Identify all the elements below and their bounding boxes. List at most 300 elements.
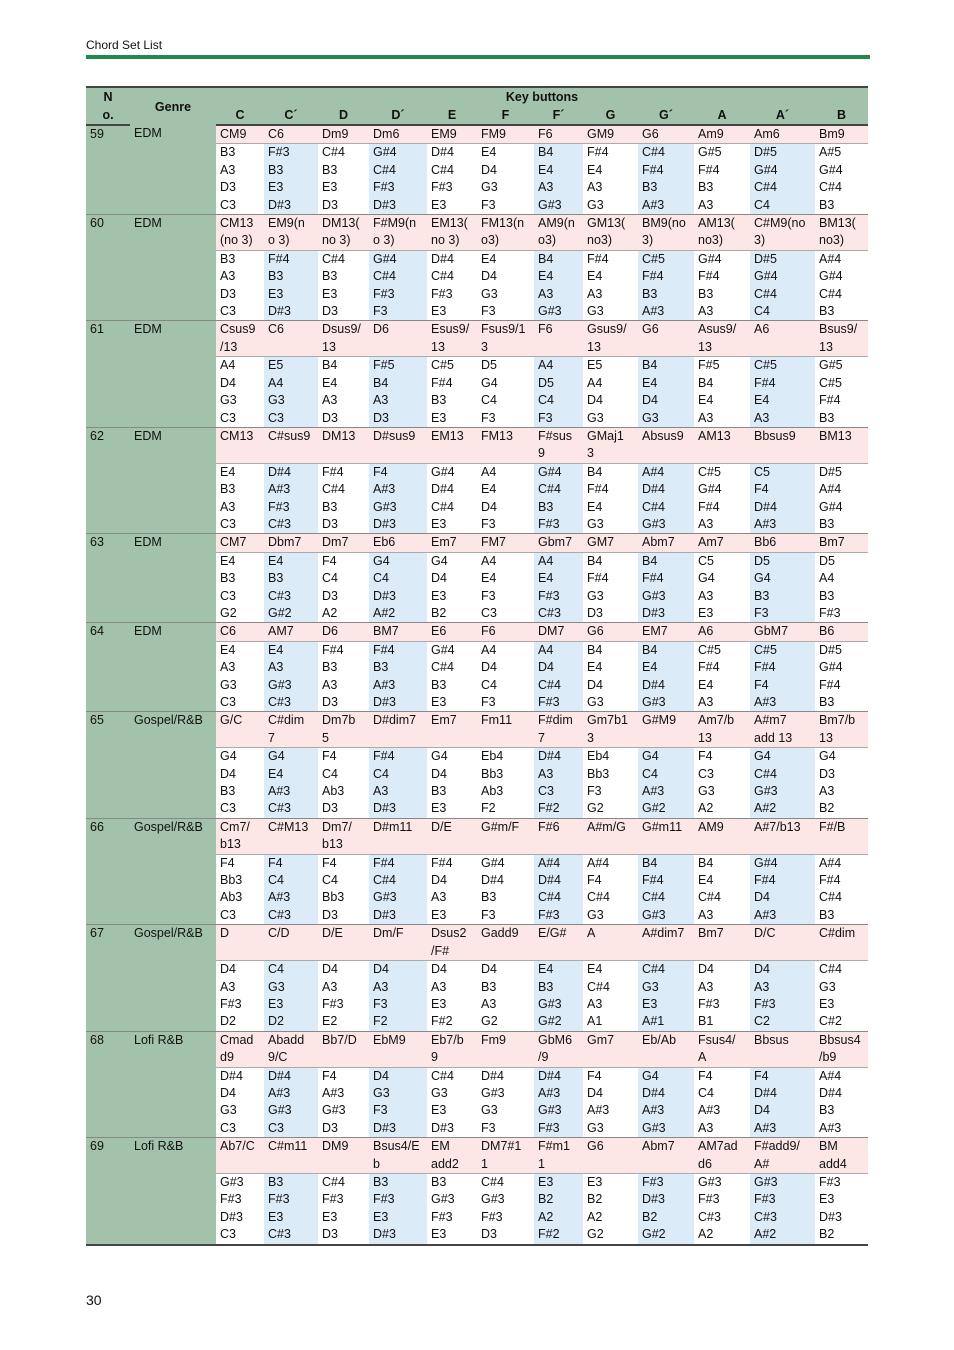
- key-header: G: [583, 106, 638, 125]
- chord-notes-cell: E5 A4 D4 G3: [583, 357, 638, 428]
- chord-notes-cell: F#4 E4 A3 G3: [583, 250, 638, 321]
- genre-cell: Gospel/R&B: [130, 818, 216, 924]
- chord-notes-cell: B3 A3 D3 C3: [216, 144, 264, 215]
- chord-notes-cell: A#4 F#4 C#4 B3: [815, 854, 868, 925]
- chord-name-cell: A#m7 add 13: [750, 712, 815, 748]
- chord-name-cell: BM13( no3): [815, 215, 868, 251]
- chord-name-cell: DM7: [534, 623, 583, 641]
- chord-notes-cell: G4 E4 A#3 C#3: [264, 748, 318, 819]
- chord-notes-cell: F#4 B3 E3 D#3: [264, 250, 318, 321]
- chord-name-cell: Fm11: [477, 712, 534, 748]
- chord-name-cell: CM13 (no 3): [216, 215, 264, 251]
- set-number: 61: [86, 321, 130, 427]
- chord-notes-cell: E4 C#4 A3 A1: [583, 961, 638, 1032]
- chord-notes-cell: F4 C4 Bb3 D3: [318, 854, 369, 925]
- chord-name-cell: BM add4: [815, 1138, 868, 1174]
- chord-name-cell: C#M13: [264, 818, 318, 854]
- chord-notes-cell: B3 G#3 F#3 E3: [427, 1173, 477, 1244]
- chord-name-cell: C#M9(no 3): [750, 215, 815, 251]
- chord-name-cell: Gbm7: [534, 534, 583, 552]
- chord-name-cell: Em7: [427, 534, 477, 552]
- chord-name-cell: D/E: [427, 818, 477, 854]
- key-header: A´: [750, 106, 815, 125]
- chord-name-cell: DM7#1 1: [477, 1138, 534, 1174]
- chord-notes-cell: C5 G4 A3 E3: [694, 552, 750, 623]
- chord-name-cell: EM7: [638, 623, 694, 641]
- chord-name-cell: Am9: [694, 125, 750, 144]
- chord-notes-cell: E3 B2 A2 G2: [583, 1173, 638, 1244]
- chord-name-cell: BM13: [815, 427, 868, 463]
- chord-notes-cell: D5 A4 B3 F#3: [815, 552, 868, 623]
- chord-notes-cell: E5 A4 G3 C3: [264, 357, 318, 428]
- chord-name-row: [86, 534, 868, 552]
- genre-cell: EDM: [130, 125, 216, 215]
- chord-name-cell: Bm7/b 13: [815, 712, 868, 748]
- no-header-top: N: [86, 87, 130, 106]
- key-header: F: [477, 106, 534, 125]
- chord-name-cell: F#6: [534, 818, 583, 854]
- chord-notes-cell: C#5 G#4 F#4 A3: [694, 463, 750, 534]
- chord-notes-cell: B4 E4 A3 D3: [318, 357, 369, 428]
- chord-set-table: [86, 86, 868, 1246]
- chord-notes-cell: D4 B3 A3 G2: [477, 961, 534, 1032]
- key-header: D: [318, 106, 369, 125]
- chord-name-cell: Dm7/ b13: [318, 818, 369, 854]
- chord-notes-cell: D4 A3 F#3 C2: [750, 961, 815, 1032]
- chord-notes-cell: G#5 F#4 B3 A3: [694, 144, 750, 215]
- chord-notes-cell: F#4 D4 A3 E3: [427, 854, 477, 925]
- set-number: 60: [86, 215, 130, 321]
- chord-name-cell: C6: [264, 125, 318, 144]
- chord-notes-cell: F#4 E4 A3 G3: [583, 144, 638, 215]
- chord-name-cell: Dsus9/ 13: [318, 321, 369, 357]
- chord-notes-cell: C#5 F#4 F4 A#3: [750, 641, 815, 712]
- chord-name-cell: G#m/F: [477, 818, 534, 854]
- chord-notes-cell: G#4 C#4 B3 F#3: [534, 463, 583, 534]
- chord-name-cell: Abm7: [638, 1138, 694, 1174]
- genre-cell: Lofi R&B: [130, 1138, 216, 1245]
- genre-header: Genre: [130, 87, 216, 125]
- chord-name-row: [86, 125, 868, 144]
- chord-name-cell: Am6: [750, 125, 815, 144]
- chord-name-cell: Eb/Ab: [638, 1031, 694, 1067]
- chord-notes-cell: C#5 F#4 B3 A#3: [638, 250, 694, 321]
- chord-name-cell: Esus9/ 13: [427, 321, 477, 357]
- chord-name-cell: A6: [750, 321, 815, 357]
- chord-notes-cell: C4 G3 E3 D2: [264, 961, 318, 1032]
- chord-notes-cell: F#3 B3 E3 D#3: [264, 144, 318, 215]
- key-header: D´: [369, 106, 427, 125]
- chord-notes-cell: Eb4 Bb3 F3 G2: [583, 748, 638, 819]
- chord-notes-cell: F#3 D#3 B2 G#2: [638, 1173, 694, 1244]
- chord-name-cell: Bm7: [815, 534, 868, 552]
- chord-notes-cell: B4 F#4 G3 D3: [583, 552, 638, 623]
- chord-name-cell: Bm7: [694, 925, 750, 961]
- chord-name-cell: AM7: [264, 623, 318, 641]
- chord-name-cell: C6: [216, 623, 264, 641]
- chord-name-cell: Eb6: [369, 534, 427, 552]
- genre-cell: Lofi R&B: [130, 1031, 216, 1137]
- chord-notes-cell: A4 D4 C#4 F#3: [534, 641, 583, 712]
- chord-name-cell: Gm7b1 3: [583, 712, 638, 748]
- genre-cell: EDM: [130, 427, 216, 533]
- chord-name-cell: G6: [638, 125, 694, 144]
- chord-name-cell: F#add9/ A#: [750, 1138, 815, 1174]
- genre-cell: EDM: [130, 623, 216, 712]
- chord-name-cell: GM13( no3): [583, 215, 638, 251]
- chord-notes-cell: A#5 G#4 C#4 B3: [815, 144, 868, 215]
- chord-notes-cell: E4 B3 C3 G2: [216, 552, 264, 623]
- chord-name-cell: DM13( no 3): [318, 215, 369, 251]
- chord-notes-cell: G#4 D#4 C#4 E3: [427, 463, 477, 534]
- chord-name-cell: Dm9: [318, 125, 369, 144]
- set-number: 66: [86, 818, 130, 924]
- chord-name-cell: D/C: [750, 925, 815, 961]
- set-number: 64: [86, 623, 130, 712]
- chord-name-cell: FM9: [477, 125, 534, 144]
- chord-name-cell: F#/B: [815, 818, 868, 854]
- chord-name-cell: Abadd 9/C: [264, 1031, 318, 1067]
- chord-name-cell: C6: [264, 321, 318, 357]
- set-number: 68: [86, 1031, 130, 1137]
- chord-notes-cell: G#3 F#3 D#3 C3: [216, 1173, 264, 1244]
- chord-name-cell: D6: [369, 321, 427, 357]
- chord-notes-cell: G4 D4 E3 B2: [427, 552, 477, 623]
- chord-name-cell: Fsus4/ A: [694, 1031, 750, 1067]
- chord-name-cell: GM7: [583, 534, 638, 552]
- chord-name-cell: Bbsus: [750, 1031, 815, 1067]
- chord-notes-cell: E4 B3 A3 C3: [216, 463, 264, 534]
- chord-notes-cell: F4 C4 Ab3 D3: [318, 748, 369, 819]
- chord-notes-cell: C#4 F#3 E3 D3: [318, 1173, 369, 1244]
- chord-name-cell: C#m11: [264, 1138, 318, 1174]
- chord-notes-cell: A#4 D#4 C#4 G#3: [638, 463, 694, 534]
- chord-notes-cell: D#4 A#3 G#3 C3: [264, 1067, 318, 1138]
- set-number: 65: [86, 712, 130, 818]
- chord-name-cell: Dm7: [318, 534, 369, 552]
- chord-name-row: [86, 427, 868, 463]
- chord-notes-cell: E4 A3 G3 C3: [216, 641, 264, 712]
- chord-name-cell: GMaj1 3: [583, 427, 638, 463]
- chord-notes-cell: B3 A3 D3 C3: [216, 250, 264, 321]
- set-number: 59: [86, 125, 130, 215]
- chord-name-cell: Am7/b 13: [694, 712, 750, 748]
- chord-name-cell: C#dim 7: [264, 712, 318, 748]
- chord-notes-cell: F4 D4 A#3 G3: [583, 1067, 638, 1138]
- chord-notes-cell: F#3 E3 D#3 B2: [815, 1173, 868, 1244]
- set-number: 67: [86, 925, 130, 1031]
- chord-name-cell: Ab7/C: [216, 1138, 264, 1174]
- chord-name-cell: F6: [534, 321, 583, 357]
- key-header: B: [815, 106, 868, 125]
- chord-name-cell: EM9(n o 3): [264, 215, 318, 251]
- chord-name-cell: Abm7: [638, 534, 694, 552]
- chord-notes-cell: D#5 G#4 F#4 B3: [815, 641, 868, 712]
- chord-name-cell: BM7: [369, 623, 427, 641]
- page-number: 30: [86, 1292, 102, 1308]
- genre-cell: EDM: [130, 534, 216, 623]
- chord-notes-cell: G#4 D#4 B3 F3: [477, 854, 534, 925]
- chord-notes-cell: B4 E4 D4 G3: [583, 641, 638, 712]
- chord-name-cell: CM9: [216, 125, 264, 144]
- chord-name-row: [86, 1031, 868, 1067]
- chord-notes-cell: B3 F#3 E3 D#3: [369, 1173, 427, 1244]
- chord-notes-cell: D5 G4 B3 F3: [750, 552, 815, 623]
- chord-name-cell: FM7: [477, 534, 534, 552]
- chord-notes-cell: F#5 B4 A3 D3: [369, 357, 427, 428]
- chord-notes-cell: G4 C#4 G#3 A#2: [750, 748, 815, 819]
- chord-name-cell: F6: [534, 125, 583, 144]
- chord-name-cell: Dm6: [369, 125, 427, 144]
- chord-name-cell: EM13: [427, 427, 477, 463]
- chord-notes-cell: E4 B3 C#3 G#2: [264, 552, 318, 623]
- chord-notes-cell: B4 E4 D4 G3: [638, 357, 694, 428]
- chord-notes-cell: F4 C4 D3 A2: [318, 552, 369, 623]
- chord-name-row: [86, 321, 868, 357]
- chord-notes-cell: F#4 C4 A3 D#3: [369, 748, 427, 819]
- chord-notes-cell: E4 B3 G#3 G#2: [534, 961, 583, 1032]
- chord-name-cell: AM9(n o3): [534, 215, 583, 251]
- chord-notes-cell: G#4 C#4 F#3 D#3: [369, 144, 427, 215]
- chord-name-cell: AM7ad d6: [694, 1138, 750, 1174]
- chord-name-cell: CM7: [216, 534, 264, 552]
- chord-name-cell: DM13: [318, 427, 369, 463]
- chord-notes-cell: G#3 F#3 C#3 A2: [694, 1173, 750, 1244]
- chord-name-cell: F#m1 1: [534, 1138, 583, 1174]
- key-header: C´: [264, 106, 318, 125]
- chord-name-cell: Dm7b 5: [318, 712, 369, 748]
- chord-name-cell: EM13( no 3): [427, 215, 477, 251]
- chord-notes-cell: G#4 F#4 B3 A3: [694, 250, 750, 321]
- chord-notes-cell: D5 G4 C4 F3: [477, 357, 534, 428]
- chord-notes-cell: F#4 C#4 B3 D3: [318, 463, 369, 534]
- chord-notes-cell: F4 C3 G3 A2: [694, 748, 750, 819]
- chord-notes-cell: G4 C4 A#3 G#2: [638, 748, 694, 819]
- chord-notes-cell: E4 D4 G3 F3: [477, 250, 534, 321]
- key-header: C: [216, 106, 264, 125]
- chord-name-cell: Fm9: [477, 1031, 534, 1067]
- chord-name-cell: GbM7: [750, 623, 815, 641]
- no-header-bottom: o.: [86, 106, 130, 125]
- chord-name-cell: D: [216, 925, 264, 961]
- chord-name-cell: Csus9 /13: [216, 321, 264, 357]
- chord-notes-cell: C#4 G3 E3 D#3: [427, 1067, 477, 1138]
- chord-name-cell: BM9(no 3): [638, 215, 694, 251]
- chord-name-row: [86, 1138, 868, 1174]
- chord-name-cell: G#m11: [638, 818, 694, 854]
- key-header: A: [694, 106, 750, 125]
- chord-notes-cell: A4 D4 G3 C3: [216, 357, 264, 428]
- chord-notes-cell: A#4 D#4 B3 A#3: [815, 1067, 868, 1138]
- chord-notes-cell: E3 B2 A2 F#2: [534, 1173, 583, 1244]
- chord-name-cell: Gm7: [583, 1031, 638, 1067]
- chord-notes-cell: G#3 F#3 C#3 A#2: [750, 1173, 815, 1244]
- chord-name-cell: Em7: [427, 712, 477, 748]
- chord-notes-cell: A4 E4 F#3 C#3: [534, 552, 583, 623]
- chord-notes-cell: C#4 G3 E3 A#1: [638, 961, 694, 1032]
- chord-name-cell: Dbm7: [264, 534, 318, 552]
- chord-name-cell: C#sus9: [264, 427, 318, 463]
- chord-name-cell: Dsus2 /F#: [427, 925, 477, 961]
- chord-notes-cell: Eb4 Bb3 Ab3 F2: [477, 748, 534, 819]
- chord-name-cell: DM9: [318, 1138, 369, 1174]
- chord-name-cell: Bbsus9: [750, 427, 815, 463]
- chord-name-cell: C/D: [264, 925, 318, 961]
- chord-notes-cell: D#4 A3 C3 F#2: [534, 748, 583, 819]
- chord-notes-cell: D4 A3 E3 F#2: [427, 961, 477, 1032]
- chord-notes-cell: D4 A3 F#3 D2: [216, 961, 264, 1032]
- chord-name-row: [86, 215, 868, 251]
- chord-notes-cell: B4 E4 A3 G#3: [534, 250, 583, 321]
- set-number: 62: [86, 427, 130, 533]
- genre-cell: Gospel/R&B: [130, 712, 216, 818]
- chord-name-cell: Bsus9/ 13: [815, 321, 868, 357]
- chord-notes-cell: B4 F#4 E4 G3: [583, 463, 638, 534]
- chord-notes-cell: E4 D4 G3 F3: [477, 144, 534, 215]
- chord-name-cell: EbM9: [369, 1031, 427, 1067]
- chord-name-cell: D#sus9: [369, 427, 427, 463]
- chord-notes-cell: F4 C4 A#3 C#3: [264, 854, 318, 925]
- chord-notes-cell: D#5 G#4 C#4 C4: [750, 250, 815, 321]
- set-number: 63: [86, 534, 130, 623]
- chord-notes-cell: C#4 B3 E3 D3: [318, 144, 369, 215]
- header-rule: [86, 55, 870, 59]
- chord-name-row: [86, 712, 868, 748]
- chord-notes-cell: F#4 B3 A3 D3: [318, 641, 369, 712]
- chord-name-cell: Fsus9/1 3: [477, 321, 534, 357]
- chord-name-cell: A#m/G: [583, 818, 638, 854]
- chord-name-cell: G#M9: [638, 712, 694, 748]
- key-header: F´: [534, 106, 583, 125]
- chord-notes-cell: A#4 D#4 C#4 F#3: [534, 854, 583, 925]
- set-number: 69: [86, 1138, 130, 1245]
- chord-notes-cell: D#4 C#4 F#3 E3: [427, 250, 477, 321]
- chord-name-cell: D/E: [318, 925, 369, 961]
- chord-notes-cell: D#4 A#3 F#3 C#3: [264, 463, 318, 534]
- chord-name-cell: AM9: [694, 818, 750, 854]
- genre-cell: Gospel/R&B: [130, 925, 216, 1031]
- chord-notes-cell: F4 A#3 G#3 D3: [318, 1067, 369, 1138]
- chord-name-cell: A: [583, 925, 638, 961]
- chord-notes-cell: A4 E4 D4 F3: [477, 463, 534, 534]
- key-header: G´: [638, 106, 694, 125]
- chord-name-cell: Bb6: [750, 534, 815, 552]
- chord-name-row: [86, 623, 868, 641]
- chord-name-cell: Bm9: [815, 125, 868, 144]
- chord-notes-cell: E4 A3 G#3 C#3: [264, 641, 318, 712]
- chord-name-cell: A6: [694, 623, 750, 641]
- chord-name-cell: EM9: [427, 125, 477, 144]
- chord-notes-cell: B4 F#4 C#4 G#3: [638, 854, 694, 925]
- chord-notes-cell: B3 F#3 E3 C#3: [264, 1173, 318, 1244]
- chord-notes-cell: G4 D3 A3 B2: [815, 748, 868, 819]
- chord-notes-cell: B4 E4 D#4 G#3: [638, 641, 694, 712]
- chord-notes-cell: C#5 F#4 E4 A3: [750, 357, 815, 428]
- key-header: E: [427, 106, 477, 125]
- chord-notes-cell: F#4 B3 A#3 D#3: [369, 641, 427, 712]
- chord-notes-cell: G4 C4 D#3 A#2: [369, 552, 427, 623]
- chord-name-cell: Asus9/ 13: [694, 321, 750, 357]
- chord-name-cell: D6: [318, 623, 369, 641]
- chord-name-cell: G/C: [216, 712, 264, 748]
- chord-notes-cell: A#4 G#4 C#4 B3: [815, 250, 868, 321]
- chord-name-cell: D#dim7: [369, 712, 427, 748]
- chord-notes-cell: G4 D4 B3 C3: [216, 748, 264, 819]
- chord-name-cell: C#dim: [815, 925, 868, 961]
- chord-name-cell: GM9: [583, 125, 638, 144]
- chord-name-cell: Gadd9: [477, 925, 534, 961]
- chord-notes-cell: C#4 G#3 F#3 D3: [477, 1173, 534, 1244]
- chord-notes-cell: C#4 F#4 B3 A#3: [638, 144, 694, 215]
- chord-notes-cell: G#4 C#4 B3 E3: [427, 641, 477, 712]
- chord-name-cell: E6: [427, 623, 477, 641]
- chord-notes-cell: G#4 C#4 F#3 F3: [369, 250, 427, 321]
- chord-notes-cell: A4 D4 C4 F3: [477, 641, 534, 712]
- chord-notes-cell: D4 A3 F#3 E2: [318, 961, 369, 1032]
- chord-name-cell: FM13: [477, 427, 534, 463]
- chord-name-cell: AM13( no3): [694, 215, 750, 251]
- chord-notes-cell: D#4 A#3 G#3 F#3: [534, 1067, 583, 1138]
- chord-name-cell: Eb7/b 9: [427, 1031, 477, 1067]
- chord-name-cell: F#M9(n o 3): [369, 215, 427, 251]
- chord-notes-cell: C#5 F#4 B3 E3: [427, 357, 477, 428]
- chord-name-cell: F#sus 9: [534, 427, 583, 463]
- page-header: Chord Set List: [86, 38, 163, 52]
- chord-notes-cell: C#4 G3 E3 C#2: [815, 961, 868, 1032]
- chord-name-cell: Cm7/ b13: [216, 818, 264, 854]
- chord-notes-cell: D4 A3 F#3 B1: [694, 961, 750, 1032]
- chord-name-cell: Bbsus4 /b9: [815, 1031, 868, 1067]
- chord-name-cell: Dm/F: [369, 925, 427, 961]
- chord-name-cell: G6: [583, 1138, 638, 1174]
- chord-notes-cell: G4 D#4 A#3 G#3: [638, 1067, 694, 1138]
- chord-notes-cell: A4 D5 C4 F3: [534, 357, 583, 428]
- chord-name-cell: A#dim7: [638, 925, 694, 961]
- chord-notes-cell: G#5 C#5 F#4 B3: [815, 357, 868, 428]
- chord-name-cell: Am7: [694, 534, 750, 552]
- chord-name-cell: E/G#: [534, 925, 583, 961]
- chord-notes-cell: A4 E4 F3 C3: [477, 552, 534, 623]
- chord-name-cell: GbM6 /9: [534, 1031, 583, 1067]
- chord-notes-cell: D#4 C#4 F#3 E3: [427, 144, 477, 215]
- genre-cell: EDM: [130, 321, 216, 427]
- chord-notes-cell: D#5 G#4 C#4 C4: [750, 144, 815, 215]
- chord-name-cell: G6: [638, 321, 694, 357]
- chord-notes-cell: B4 E4 C#4 A3: [694, 854, 750, 925]
- chord-name-cell: A#7/b13: [750, 818, 815, 854]
- chord-notes-cell: F#4 C#4 G#3 D#3: [369, 854, 427, 925]
- chord-name-cell: FM13(n o3): [477, 215, 534, 251]
- chord-notes-cell: F4 A#3 G#3 D#3: [369, 463, 427, 534]
- chord-notes-cell: B4 F#4 G#3 D#3: [638, 552, 694, 623]
- chord-notes-cell: D4 A3 F3 F2: [369, 961, 427, 1032]
- key-buttons-header: Key buttons: [216, 87, 868, 106]
- genre-cell: EDM: [130, 215, 216, 321]
- chord-name-cell: EM add2: [427, 1138, 477, 1174]
- chord-name-cell: CM13: [216, 427, 264, 463]
- chord-notes-cell: F4 D#4 D4 A#3: [750, 1067, 815, 1138]
- chord-notes-cell: A#4 F4 C#4 G3: [583, 854, 638, 925]
- chord-notes-cell: C5 F4 D#4 A#3: [750, 463, 815, 534]
- chord-notes-cell: B4 E4 A3 G#3: [534, 144, 583, 215]
- chord-name-cell: G6: [583, 623, 638, 641]
- chord-name-cell: Gsus9/ 13: [583, 321, 638, 357]
- chord-name-cell: Absus9: [638, 427, 694, 463]
- chord-notes-cell: D4 G3 F3 D#3: [369, 1067, 427, 1138]
- chord-name-cell: F6: [477, 623, 534, 641]
- chord-notes-cell: F#5 B4 E4 A3: [694, 357, 750, 428]
- chord-notes-cell: G#4 F#4 D4 A#3: [750, 854, 815, 925]
